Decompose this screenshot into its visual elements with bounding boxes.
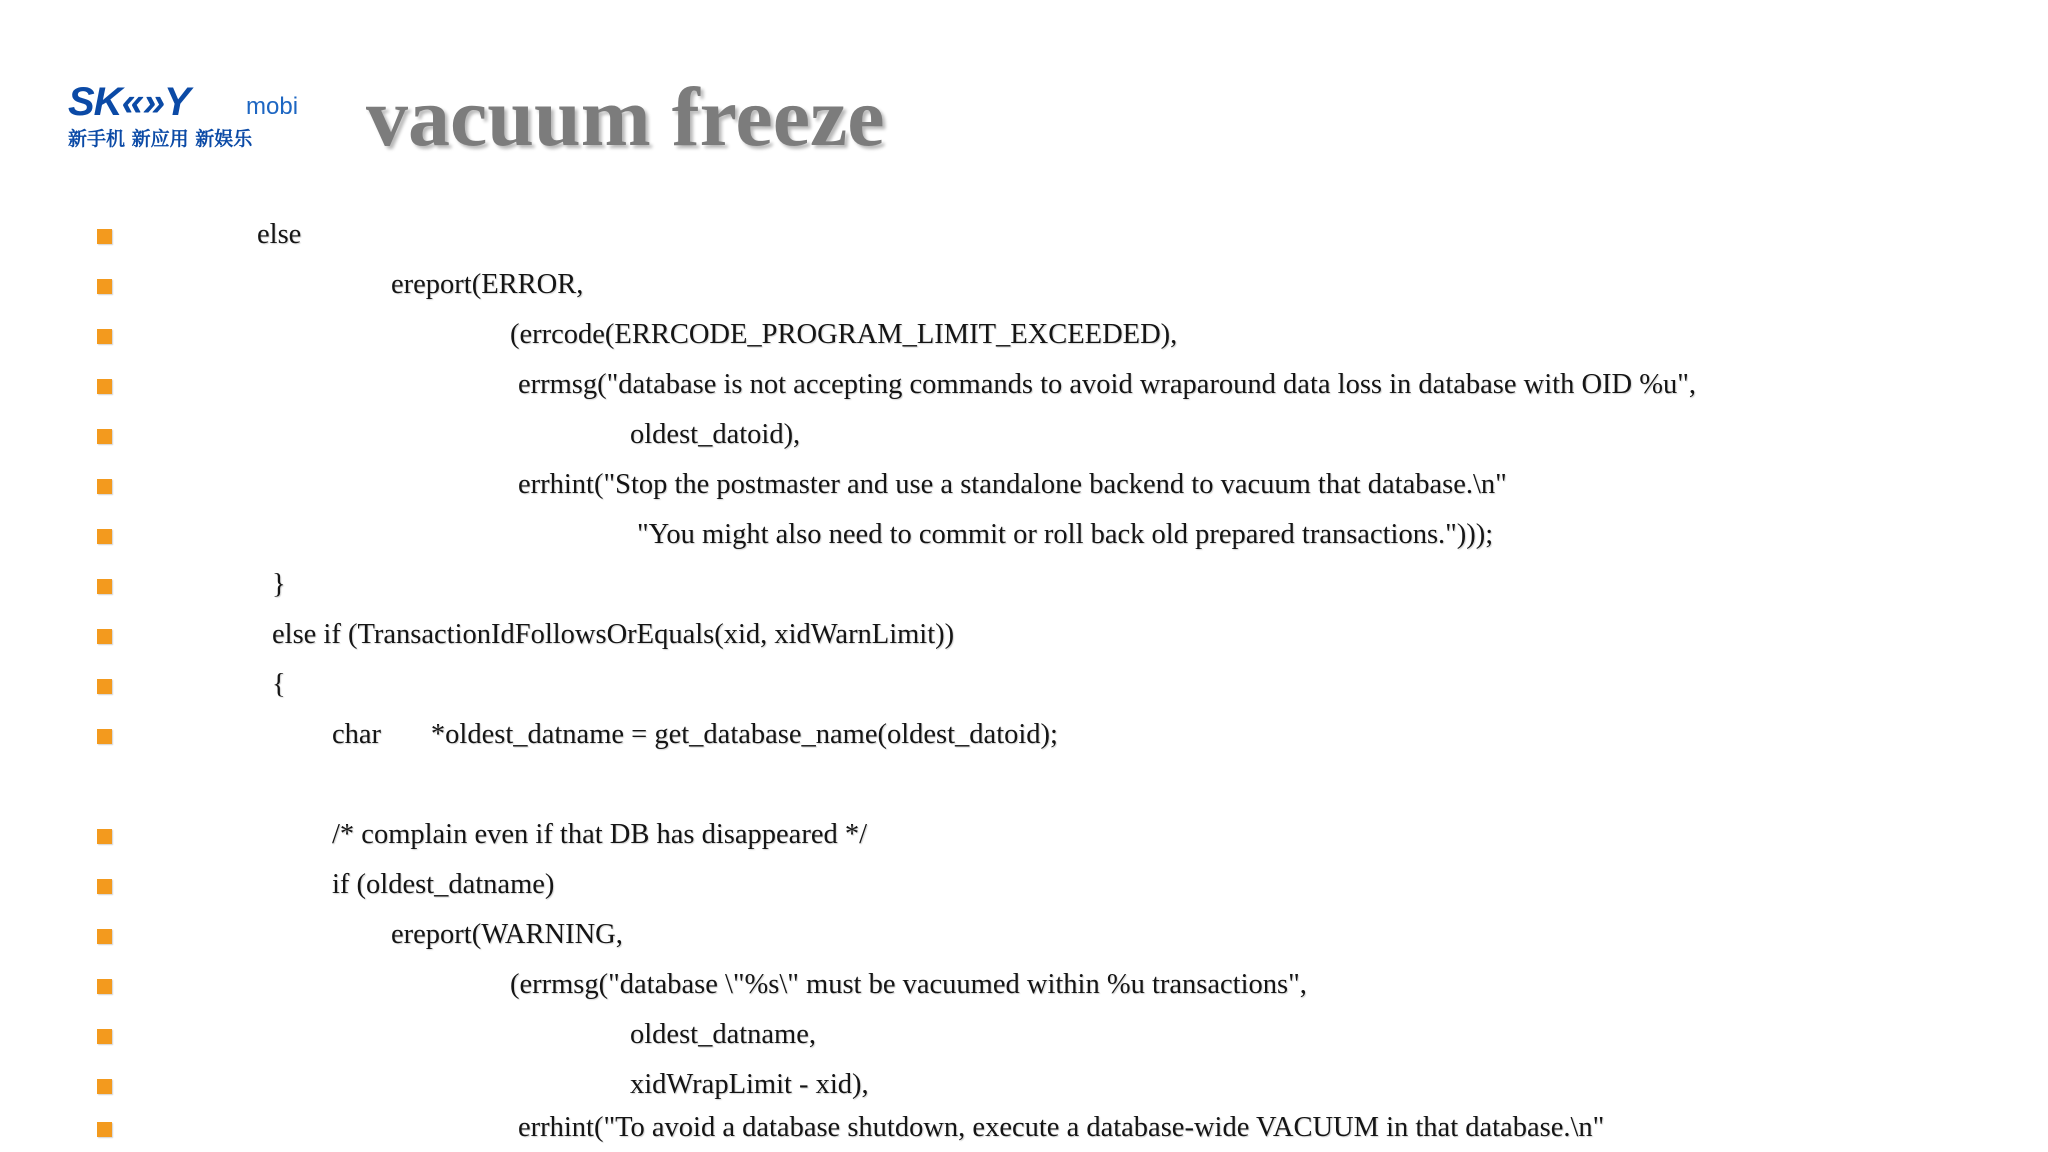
- bullet-icon: [97, 279, 112, 294]
- logo-brand: SK«»Y: [68, 80, 190, 124]
- code-line-text: ereport(WARNING,: [391, 919, 623, 950]
- code-line-text: if (oldest_datname): [332, 869, 555, 900]
- code-line-text: oldest_datname,: [630, 1019, 816, 1050]
- code-line: [0, 863, 2048, 907]
- logo-sub: mobi: [246, 93, 299, 120]
- code-line-text: else if (TransactionIdFollowsOrEquals(xid, xidWarnLimit)): [272, 619, 955, 650]
- bullet-icon: [97, 1122, 112, 1137]
- bullet-icon: [97, 479, 112, 494]
- code-line-text: }: [272, 569, 286, 600]
- code-line: [0, 563, 2048, 607]
- bullet-icon: [97, 379, 112, 394]
- code-line: [0, 613, 2048, 657]
- bullet-icon: [97, 1079, 112, 1094]
- bullet-icon: [97, 329, 112, 344]
- code-line-text: {: [272, 669, 286, 700]
- bullet-icon: [97, 629, 112, 644]
- logo-tagline: 新手机 新应用 新娱乐: [68, 128, 253, 150]
- code-line: [0, 1106, 2048, 1150]
- bullet-icon: [97, 429, 112, 444]
- code-line: [0, 263, 2048, 307]
- code-line-text: char *oldest_datname = get_database_name(oldest_datoid);: [332, 719, 1058, 750]
- bullet-icon: [97, 979, 112, 994]
- code-line-text: "You might also need to commit or roll back old prepared transactions.")));: [637, 519, 1494, 550]
- code-line: [0, 963, 2048, 1007]
- bullet-icon: [97, 579, 112, 594]
- code-line: [0, 913, 2048, 957]
- code-line-text: oldest_datoid),: [630, 419, 801, 450]
- code-line: [0, 1013, 2048, 1057]
- code-line: [0, 463, 2048, 507]
- code-line-text: errhint("Stop the postmaster and use a standalone backend to vacuum that database.\n": [518, 469, 1507, 500]
- code-line-text: xidWrapLimit - xid),: [630, 1069, 869, 1100]
- code-line-blank: [0, 763, 2048, 807]
- bullet-icon: [97, 679, 112, 694]
- code-line-text: (errmsg("database \"%s\" must be vacuumed within %u transactions",: [510, 969, 1307, 1000]
- code-line: [0, 1063, 2048, 1107]
- bullet-icon: [97, 929, 112, 944]
- code-line-text: ereport(ERROR,: [391, 269, 584, 300]
- code-line: [0, 313, 2048, 357]
- bullet-icon: [97, 1029, 112, 1044]
- code-line: [0, 813, 2048, 857]
- code-line: [0, 513, 2048, 557]
- code-line-text: else: [257, 219, 302, 250]
- code-line: [0, 363, 2048, 407]
- code-line-text: /* complain even if that DB has disappeared */: [332, 819, 868, 850]
- code-line: [0, 213, 2048, 257]
- bullet-icon: [97, 879, 112, 894]
- bullet-icon: [97, 529, 112, 544]
- bullet-icon: [97, 729, 112, 744]
- bullet-icon: [97, 229, 112, 244]
- code-line-text: errmsg("database is not accepting commands to avoid wraparound data loss in database with OID %u",: [518, 369, 1696, 400]
- code-line: [0, 713, 2048, 757]
- code-line: [0, 663, 2048, 707]
- slide-title: vacuum freeze: [366, 71, 885, 164]
- code-line: [0, 413, 2048, 457]
- bullet-icon: [97, 829, 112, 844]
- code-line-text: errhint("To avoid a database shutdown, execute a database-wide VACUUM in that database.\n": [518, 1112, 1605, 1143]
- code-line-text: (errcode(ERRCODE_PROGRAM_LIMIT_EXCEEDED),: [510, 319, 1178, 350]
